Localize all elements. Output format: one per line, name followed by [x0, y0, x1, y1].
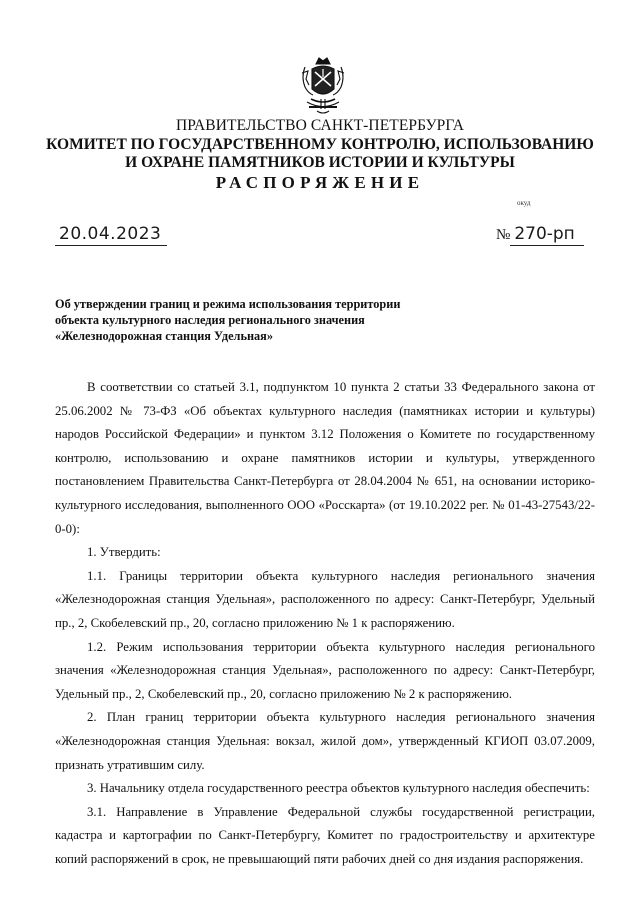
committee-name-line-2: И ОХРАНЕ ПАМЯТНИКОВ ИСТОРИИ И КУЛЬТУРЫ: [125, 154, 515, 171]
clause-3-1: 3.1. Направление в Управление Федеральной службы государственной регистрации, кадастра и картографии по Санкт-Петербургу, Комитет по градостроительству и архитектуре копий распоряжений в срок, не превышающий пяти рабочих дней со дня издания распоряжения.: [55, 804, 595, 866]
document-title: [55, 296, 400, 344]
title-line: «Железнодорожная станция Удельная»: [55, 329, 273, 343]
document-body: [55, 376, 595, 871]
title-line: объекта культурного наследия регионального значения: [55, 313, 365, 327]
clause-2: 2. План границ территории объекта культурного наследия регионального значения «Железнодорожная станция Удельная: вокзал, жилой дом», утвержденный КГИОП 03.07.2009, признать утратившим силу.: [55, 710, 595, 772]
document-type-heading: РАСПОРЯЖЕНИЕ: [215, 173, 425, 192]
document-number: 270-рп: [510, 223, 584, 246]
clause-3: 3. Начальнику отдела государственного реестра объектов культурного наследия обеспечить:: [87, 781, 590, 796]
clause-1-1: 1.1. Границы территории объекта культурного наследия регионального значения «Железнодорожная станция Удельная», расположенного по адресу: Санкт-Петербург, Удельный пр., 2, Скобелевский пр., 20, согласно приложению № 1 к распоряжению.: [55, 568, 595, 630]
title-line: Об утверждении границ и режима использования территории: [55, 297, 401, 311]
coat-of-arms-icon: [299, 55, 347, 117]
committee-name-line-1: КОМИТЕТ ПО ГОСУДАРСТВЕННОМУ КОНТРОЛЮ, ИСПОЛЬЗОВАНИЮ: [46, 136, 594, 153]
clause-1: 1. Утвердить:: [87, 545, 161, 560]
number-sign: №: [496, 227, 511, 243]
preamble-paragraph: В соответствии со статьей 3.1, подпунктом 10 пункта 2 статьи 33 Федерального закона от 25.06.2002 № 73-ФЗ «Об объектах культурного наследия (памятниках истории и культуры) народов Российской Федерации» и пунктом 3.12 Положения о Комитете по государственному контролю, использованию и охране памятников истории и культуры, утвержденного постановлением Правительства Санкт-Петербурга от 28.04.2004 № 651, на основании историко-культурного исследования, выполненного ООО «Росскарта» (от 19.10.2022 рег. № 01-43-27543/22-0-0):: [55, 380, 595, 536]
document-date: 20.04.2023: [55, 223, 167, 246]
okud-label: окуд: [517, 199, 531, 207]
clause-1-2: 1.2. Режим использования территории объекта культурного наследия регионального значения «Железнодорожная станция Удельная», расположенного по адресу: Санкт-Петербург, Удельный пр., 2, Скобелевский пр., 20, согласно приложению № 2 к распоряжению.: [55, 639, 595, 701]
government-name: ПРАВИТЕЛЬСТВО САНКТ-ПЕТЕРБУРГА: [175, 117, 465, 134]
document-number-field: [496, 223, 584, 246]
